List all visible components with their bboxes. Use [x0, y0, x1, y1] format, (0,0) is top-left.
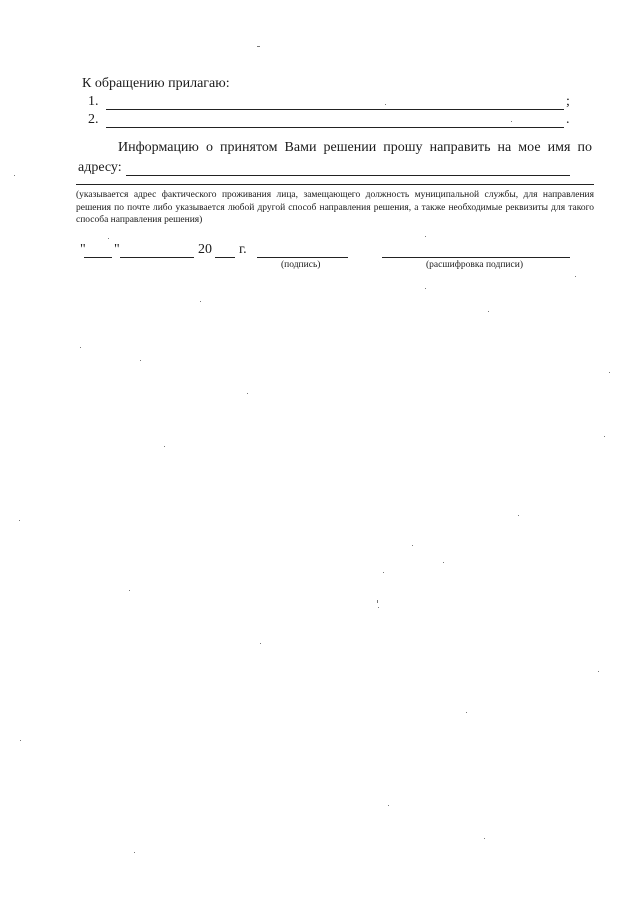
date-month-line: [120, 245, 194, 258]
attachment-number: 2.: [88, 112, 99, 127]
attachments-heading: К обращению прилагаю:: [82, 76, 230, 91]
date-year-line: [215, 245, 235, 258]
attachment-line-1: [88, 92, 574, 110]
attachment-fill-line: [106, 96, 564, 110]
signature-line: [257, 245, 348, 258]
address-fill-line: [126, 162, 570, 176]
attachment-number: 1.: [88, 94, 99, 109]
attachment-punctuation: ;: [566, 94, 570, 109]
signature-decoding-line: [382, 245, 570, 258]
attachment-line-2: [88, 110, 574, 128]
date-signature-row: [76, 242, 596, 258]
date-quote-close: ": [114, 242, 120, 257]
info-paragraph: Информацию о принятом Вами решении прошу направить на мое имя по: [118, 140, 592, 155]
attachment-fill-line: [106, 114, 564, 128]
date-year-suffix: г.: [239, 242, 247, 257]
signature-caption: (подпись): [281, 260, 321, 270]
address-row: [78, 157, 592, 176]
date-day-line: [84, 245, 112, 258]
address-second-line: [76, 184, 594, 185]
address-label: адресу:: [78, 160, 122, 175]
attachment-punctuation: .: [566, 112, 570, 127]
decoding-caption: (расшифровка подписи): [426, 260, 523, 270]
address-instruction-note: (указывается адрес фактического проживания лица, замещающего должность муниципальной службы, для направления решения по почте либо указывается любой другой способ направления решения, а также необходимые реквизиты для такого способа направления решения): [76, 190, 594, 225]
date-quote-open: ": [80, 242, 86, 257]
date-year-prefix: 20: [198, 242, 212, 257]
